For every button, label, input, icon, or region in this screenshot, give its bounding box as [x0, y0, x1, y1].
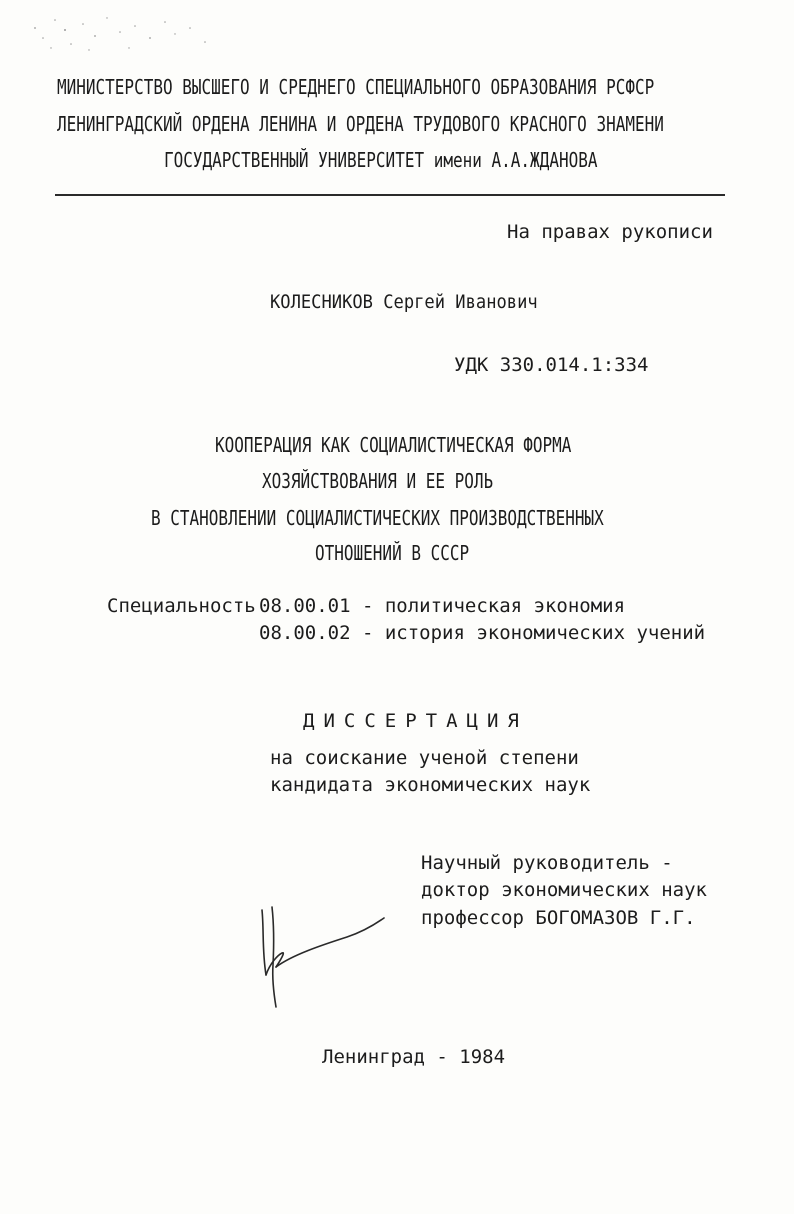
degree-line-1: на соискание ученой степени [270, 747, 579, 769]
title-line-3: В СТАНОВЛЕНИИ СОЦИАЛИСТИЧЕСКИХ ПРОИЗВОДСТВЕННЫХ [151, 506, 604, 530]
udc-code: УДК 330.014.1:334 [454, 354, 649, 376]
header-divider [55, 194, 725, 196]
specialty-label: Специальность [107, 595, 256, 617]
degree-line-2: кандидата экономических наук [270, 774, 591, 796]
specialty-item-2: 08.00.02 - история экономических учений [259, 622, 706, 644]
title-line-4: ОТНОШЕНИЙ В СССР [315, 541, 470, 565]
paper-specks [25, 8, 225, 58]
place-year: Ленинград - 1984 [322, 1046, 506, 1068]
university-line-1: ЛЕНИНГРАДСКИЙ ОРДЕНА ЛЕНИНА И ОРДЕНА ТРУДОВОГО КРАСНОГО ЗНАМЕНИ [57, 112, 664, 136]
title-line-1: КООПЕРАЦИЯ КАК СОЦИАЛИСТИЧЕСКАЯ ФОРМА [215, 433, 572, 457]
signature-image [252, 905, 397, 1015]
author-name: КОЛЕСНИКОВ Сергей Иванович [270, 291, 538, 313]
supervisor-line-1: Научный руководитель - [421, 852, 673, 874]
dissertation-heading: ДИССЕРТАЦИЯ [303, 710, 528, 732]
specialty-item-1: 08.00.01 - политическая экономия [259, 595, 626, 617]
supervisor-line-2: доктор экономических наук [421, 879, 707, 901]
manuscript-note: На правах рукописи [507, 221, 713, 243]
ministry-line: МИНИСТЕРСТВО ВЫСШЕГО И СРЕДНЕГО СПЕЦИАЛЬНОГО ОБРАЗОВАНИЯ РСФСР [57, 75, 655, 99]
university-line-2: ГОСУДАРСТВЕННЫЙ УНИВЕРСИТЕТ имени А.А.ЖДАНОВА [164, 148, 598, 172]
title-line-2: ХОЗЯЙСТВОВАНИЯ И ЕЕ РОЛЬ [262, 469, 494, 493]
supervisor-line-3: профессор БОГОМАЗОВ Г.Г. [421, 907, 696, 929]
